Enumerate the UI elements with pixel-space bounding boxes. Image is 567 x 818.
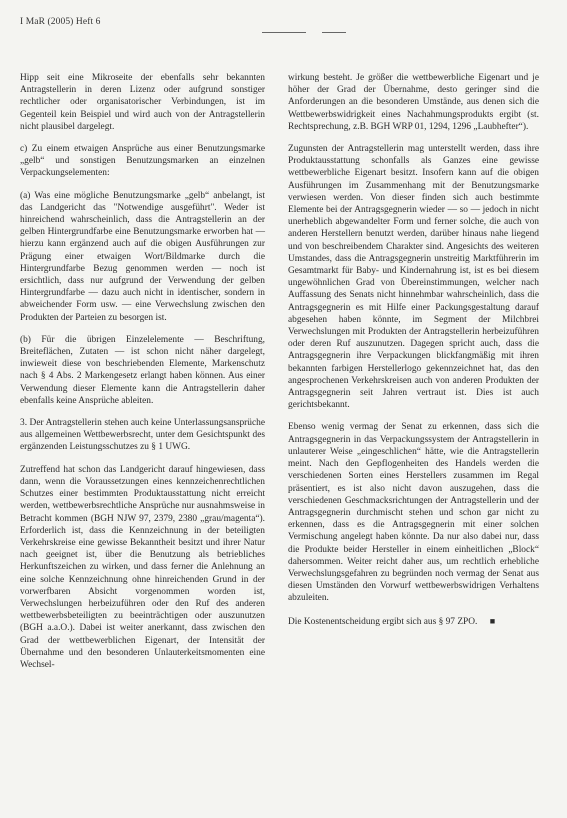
article-body: [20, 72, 547, 792]
running-head: I MaR (2005) Heft 6: [20, 17, 101, 27]
paragraph: 3. Der Antragstellerin stehen auch keine Unterlassungsansprüche aus allgemeinen Wettbewerbsrecht, unter dem Gesichtspunkt des ergänzenden Leistungsschutzes zu § 1 UWG.: [20, 418, 265, 453]
closing-paragraph: [288, 615, 539, 628]
end-mark-icon: ■: [489, 615, 496, 626]
page-header: [20, 17, 547, 37]
paragraph: wirkung besteht. Je größer die wettbewerbliche Eigenart und je höher der Grad der Übernahme, desto geringer sind die Anforderungen an die besonderen Umstände, aus denen sich die Wettbewerbswidrigkeit eines Nachahmungsprodukts ergibt (st. Rechtsprechung, z.B. BGH WRP 01, 1294, 1296 „Laubhefter“).: [288, 73, 539, 132]
paragraph: Ebenso wenig vermag der Senat zu erkennen, dass sich die Antragsgegnerin in das Verpackungssystem der Antragstellerin in unlauterer Weise „eingeschlichen“ hätte, wie die Antragstellerin meint. Nach den Gepflogenheiten des Handels werden die verschiedenen Sorten eines Herstellers zusammen im Regal präsentiert, es ist also nicht davon auszugehen, dass die verschiedenen Geschmacksrichtungen der Antragstellerin und der Antragsgegnerin durchmischt stehen und schon gar nicht zu erkennen, dass es die Antragsgegnerin mit einer solchen Vermischung angelegt haben könnte. Da nur also dabei nur, dass die Produkte beider Hersteller in einem einheitlichen „Block“ dahersommen. Weiter reicht daher aus, um rechtlich erhebliche Verwechslungsgefahren zu begründen noch vermag der Senat aus diesen Umständen den Vorwurf wettbewerbswidrigen Verhaltens abzuleiten.: [288, 422, 539, 604]
paragraph: c) Zu einem etwaigen Ansprüche aus einer Benutzungsmarke „gelb“ und sonstigen Benutzungsmarken an einzelnen Verpackungselementen:: [20, 144, 265, 179]
paragraph: (a) Was eine mögliche Benutzungsmarke „gelb“ anbelangt, ist das Landgericht das "Notwendige ausgeführt". Weder ist hinreichend wahrscheinlich, dass die Antragstellerin an der gelben Hintergrundfarbe eine Benutzungsmarke erworben hat — hierzu kann ergänzend auch auf die obigen Ausführungen zur Prägung einer etwaigen Wort/Bildmarke durch die Hintergrundfarbe Bezug genommen werden — noch ist ersichtlich, dass nur aufgrund der Verwendung der gelben Hintergrundfarbe — dazu auch nicht in identischer, sondern in abweichender Form usw. — eine Verwechslung zwischen den Produkten der Parteien zu besorgen ist.: [20, 190, 265, 323]
header-rule-left: [262, 32, 306, 33]
header-rule-right: [322, 32, 346, 33]
right-column: [288, 72, 539, 638]
paragraph: (b) Für die übrigen Einzelelemente — Beschriftung, Breiteflächen, Zutaten — ist schon nicht näher dargelegt, inwieweit diese von beschriebenden Elemente, Markenschutz nach § 4 Abs. 2 Markengesetz erlangt haben können. Aus einer Verwendung dieser Elemente kann die Antragstellerin daher ebenfalls keine Ansprüche ableiten.: [20, 334, 265, 406]
paragraph-text: Die Kostenentscheidung ergibt sich aus § 97 ZPO.: [288, 616, 478, 627]
left-column: [20, 72, 265, 681]
paragraph: Hipp seit eine Mikroseite der ebenfalls sehr bekannten Antragstellerin in deren Lizenz oder aufgrund sonstiger rechtlicher oder organisatorischer Verbindungen, ist im Gegenteil kein Beispiel und wird auch von der Antragstellerin nicht plausibel dargelegt.: [20, 73, 265, 132]
paragraph: Zugunsten der Antragstellerin mag unterstellt werden, dass ihre Produktausstattung schonfalls als Ganzes eine gewisse wettbewerbliche Eigenart besitzt. Insofern kann auf die obigen Ausführungen im Zusammenhang mit der Benutzungsmarke verwiesen werden. Von dieser finden sich auch bestimmte Elemente bei der Antragsgegnerin wieder — so — jedoch in nicht unerheblich abgewandelter Form und ferner solche, die auch von anderen Herstellern benutzt werden, darüber hinaus nahe liegend und von beschreibendem Charakter sind. Angesichts des weiteren Umstandes, dass die Antragsgegnerin unstreitig Marktführerin im Gesamtmarkt für Baby- und Kindernahrung ist, ist es bei diesem ungewöhnlichen Grad von Übereinstimmungen, welcher nach Auffassung des Senats nicht hinnehmbar wahrscheinlich, dass die Antragsgegnerin es mit Hilfe einer Packungsgestaltung darauf abgesehen haben könnte, im Segment der Milchbrei Verwechslungen mit Produkten der Antragstellerin herbeizuführen oder deren Ruf auszunutzen. Dagegen spricht auch, dass die Antragsgegnerin ihre Verpackungen blickfangmäßig mit ihren bekannten farbigen Herstellerlogo gekennzeichnet hat, das den angesprochenen Verkehrskreisen auch von anderen Produkten der Antragsgegnerin seit Jahren vertraut ist. Dies ist auch gerichtsbekannt.: [288, 144, 539, 411]
paragraph: Zutreffend hat schon das Landgericht darauf hingewiesen, dass dann, wenn die Voraussetzungen eines kennzeichenrechtlichen Schutzes einer bestimmten Produktausstattung nicht erreicht werden, wettbewerbsrechtliche Ansprüche nur ausnahmsweise in Betracht kommen (BGH NJW 97, 2379, 2380 „grau/magenta“). Erforderlich ist, dass die Kennzeichnung in der beteiligten Verkehrskreise eine gewisse Bekanntheit besitzt und ihrer Natur nach geeignet ist, über die Benutzung als betriebliches Herkunftszeichen zu wirken, und dass ferner die Anlehnung an eine solche Kennzeichnung ohne hinreichenden Grund in der vorwerfbaren Absicht vorgenommen worden ist, Verwechslungen herbeizuführen oder den Ruf des anderen wettbewerbsbeteiligten zu beeinträchtigen oder auszunutzen (BGH a.a.O.). Dabei ist weiter anerkannt, dass zwischen den Grad der wettbewerblichen Eigenart, der Intensität der Übernahme und den besonderen Unlauterkeitsmomenten eine Wechsel-: [20, 464, 265, 670]
